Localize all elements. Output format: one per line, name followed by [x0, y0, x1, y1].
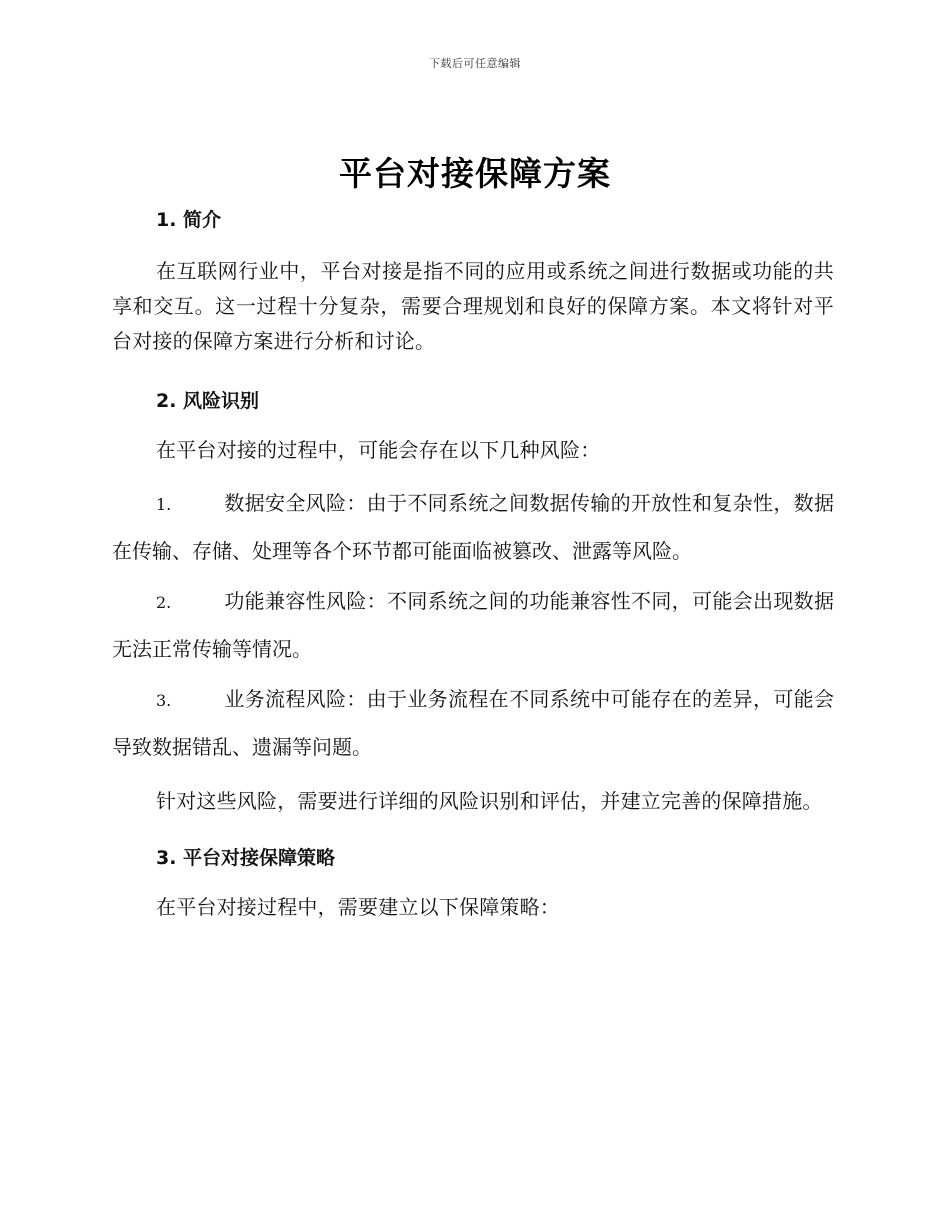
section-heading-risk: 2. 风险识别 [156, 390, 260, 412]
risk-closing-paragraph: 针对这些风险，需要进行详细的风险识别和评估，并建立完善的保障措施。 [156, 789, 823, 813]
list-number: 2. [156, 593, 172, 612]
risk-list-item [112, 676, 834, 770]
list-item-text: 业务流程风险：由于业务流程在不同系统中可能存在的差异，可能会导致数据错乱、遗漏等问题。 [112, 687, 834, 759]
list-number: 3. [156, 691, 172, 710]
list-item-text: 功能兼容性风险：不同系统之间的功能兼容性不同，可能会出现数据无法正常传输等情况。 [112, 589, 834, 661]
strategy-intro-paragraph: 在平台对接过程中，需要建立以下保障策略： [156, 895, 560, 919]
document-title: 平台对接保障方案 [339, 154, 611, 193]
intro-paragraph: 在互联网行业中，平台对接是指不同的应用或系统之间进行数据或功能的共享和交互。这一过程十分复杂，需要合理规划和良好的保障方案。本文将针对平台对接的保障方案进行分析和讨论。 [112, 259, 834, 353]
section-heading-strategy: 3. 平台对接保障策略 [156, 847, 336, 869]
document-body [112, 200, 834, 925]
risk-list-item [112, 480, 834, 574]
list-item-text: 数据安全风险：由于不同系统之间数据传输的开放性和复杂性，数据在传输、存储、处理等各个环节都可能面临被篡改、泄露等风险。 [112, 491, 834, 563]
risk-list-item [112, 578, 834, 672]
page-header: 下载后可任意编辑 [429, 57, 521, 70]
list-number: 1. [156, 495, 172, 514]
risk-intro-paragraph: 在平台对接的过程中，可能会存在以下几种风险： [156, 438, 601, 462]
section-heading-intro: 1. 简介 [156, 209, 222, 231]
